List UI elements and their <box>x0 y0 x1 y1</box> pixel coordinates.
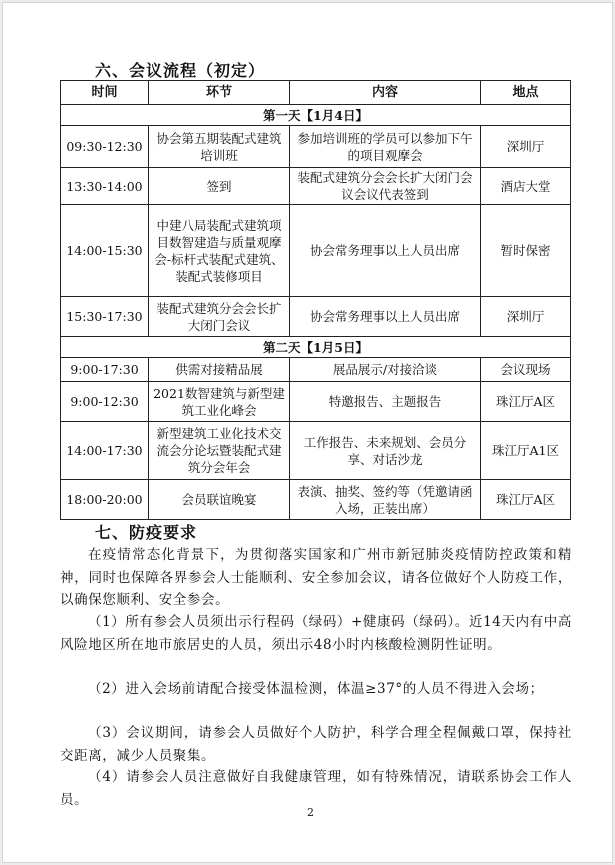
section-7-heading: 七、防疫要求 <box>95 523 198 542</box>
cell-venue: 珠江厅A区 <box>481 382 571 422</box>
cell-venue: 深圳厅 <box>481 126 571 168</box>
cell-segment: 会员联谊晚宴 <box>149 480 290 520</box>
cell-time: 9:00-17:30 <box>61 358 149 382</box>
cell-content: 表演、抽奖、签约等（凭邀请函入场，正装出席） <box>290 480 481 520</box>
cell-segment: 2021数智建筑与新型建筑工业化峰会 <box>149 382 290 422</box>
cell-content: 工作报告、未来规划、会员分享、对话沙龙 <box>290 422 481 480</box>
cell-time: 13:30-14:00 <box>61 168 149 205</box>
header-time: 时间 <box>61 81 149 105</box>
table-header-row <box>61 81 571 105</box>
table-row <box>61 205 571 297</box>
cell-segment: 新型建筑工业化技术交流会分论坛暨装配式建筑分会年会 <box>149 422 290 480</box>
table-row <box>61 382 571 422</box>
cell-segment: 协会第五期装配式建筑培训班 <box>149 126 290 168</box>
paragraph-item-2: （2）进入会场前请配合接受体温检测，体温≥37°的人员不得进入会场； <box>88 681 544 697</box>
header-venue: 地点 <box>481 81 571 105</box>
table-row <box>61 422 571 480</box>
day-row <box>61 337 571 358</box>
cell-content: 参加培训班的学员可以参加下午的项目观摩会 <box>290 126 481 168</box>
cell-time: 9:00-12:30 <box>61 382 149 422</box>
paragraph-item-1: （1）所有参会人员须出示行程码（绿码）+健康码（绿码）。近14天内有中高风险地区所在地市旅居史的人员，须出示48小时内核酸检测阴性证明。 <box>60 614 572 653</box>
table-row <box>61 126 571 168</box>
section-6-heading: 六、会议流程（初定） <box>95 61 266 80</box>
cell-time: 14:00-17:30 <box>61 422 149 480</box>
cell-venue: 酒店大堂 <box>481 168 571 205</box>
cell-venue: 深圳厅 <box>481 297 571 337</box>
day-1-label: 第一天【1月4日】 <box>61 105 571 126</box>
cell-content: 展品展示/对接洽谈 <box>290 358 481 382</box>
table-row <box>61 358 571 382</box>
header-content: 内容 <box>290 81 481 105</box>
cell-content: 协会常务理事以上人员出席 <box>290 205 481 297</box>
document-page <box>2 2 613 863</box>
cell-time: 14:00-15:30 <box>61 205 149 297</box>
table-row <box>61 480 571 520</box>
day-row <box>61 105 571 126</box>
cell-segment: 中建八局装配式建筑项目数智建造与质量观摩会-标杆式装配式建筑、装配式装修项目 <box>149 205 290 297</box>
cell-segment: 签到 <box>149 168 290 205</box>
table-row <box>61 297 571 337</box>
cell-venue: 珠江厅A区 <box>481 480 571 520</box>
cell-content: 特邀报告、主题报告 <box>290 382 481 422</box>
cell-time: 18:00-20:00 <box>61 480 149 520</box>
header-segment: 环节 <box>149 81 290 105</box>
cell-content: 装配式建筑分会会长扩大闭门会议会议代表签到 <box>290 168 481 205</box>
cell-segment: 供需对接精品展 <box>149 358 290 382</box>
cell-venue: 暂时保密 <box>481 205 571 297</box>
cell-content: 协会常务理事以上人员出席 <box>290 297 481 337</box>
schedule-table <box>60 80 571 520</box>
cell-venue: 会议现场 <box>481 358 571 382</box>
cell-time: 15:30-17:30 <box>61 297 149 337</box>
paragraph-item-3: （3）会议期间，请参会人员做好个人防护，科学合理全程佩戴口罩，保持社交距离，减少人员聚集。 <box>60 725 572 764</box>
cell-venue: 珠江厅A1区 <box>481 422 571 480</box>
cell-segment: 装配式建筑分会会长扩大闭门会议 <box>149 297 290 337</box>
cell-time: 09:30-12:30 <box>61 126 149 168</box>
page-number: 2 <box>307 806 314 819</box>
paragraph-item-4: （4）请参会人员注意做好自我健康管理，如有特殊情况，请联系协会工作人员。 <box>60 769 572 808</box>
day-2-label: 第二天【1月5日】 <box>61 337 571 358</box>
paragraph-intro: 在疫情常态化背景下，为贯彻落实国家和广州市新冠肺炎疫情防控政策和精神，同时也保障各界参会人士能顺利、安全参加会议，请各位做好个人防疫工作，以确保您顺利、安全参会。 <box>60 547 572 608</box>
table-row <box>61 168 571 205</box>
